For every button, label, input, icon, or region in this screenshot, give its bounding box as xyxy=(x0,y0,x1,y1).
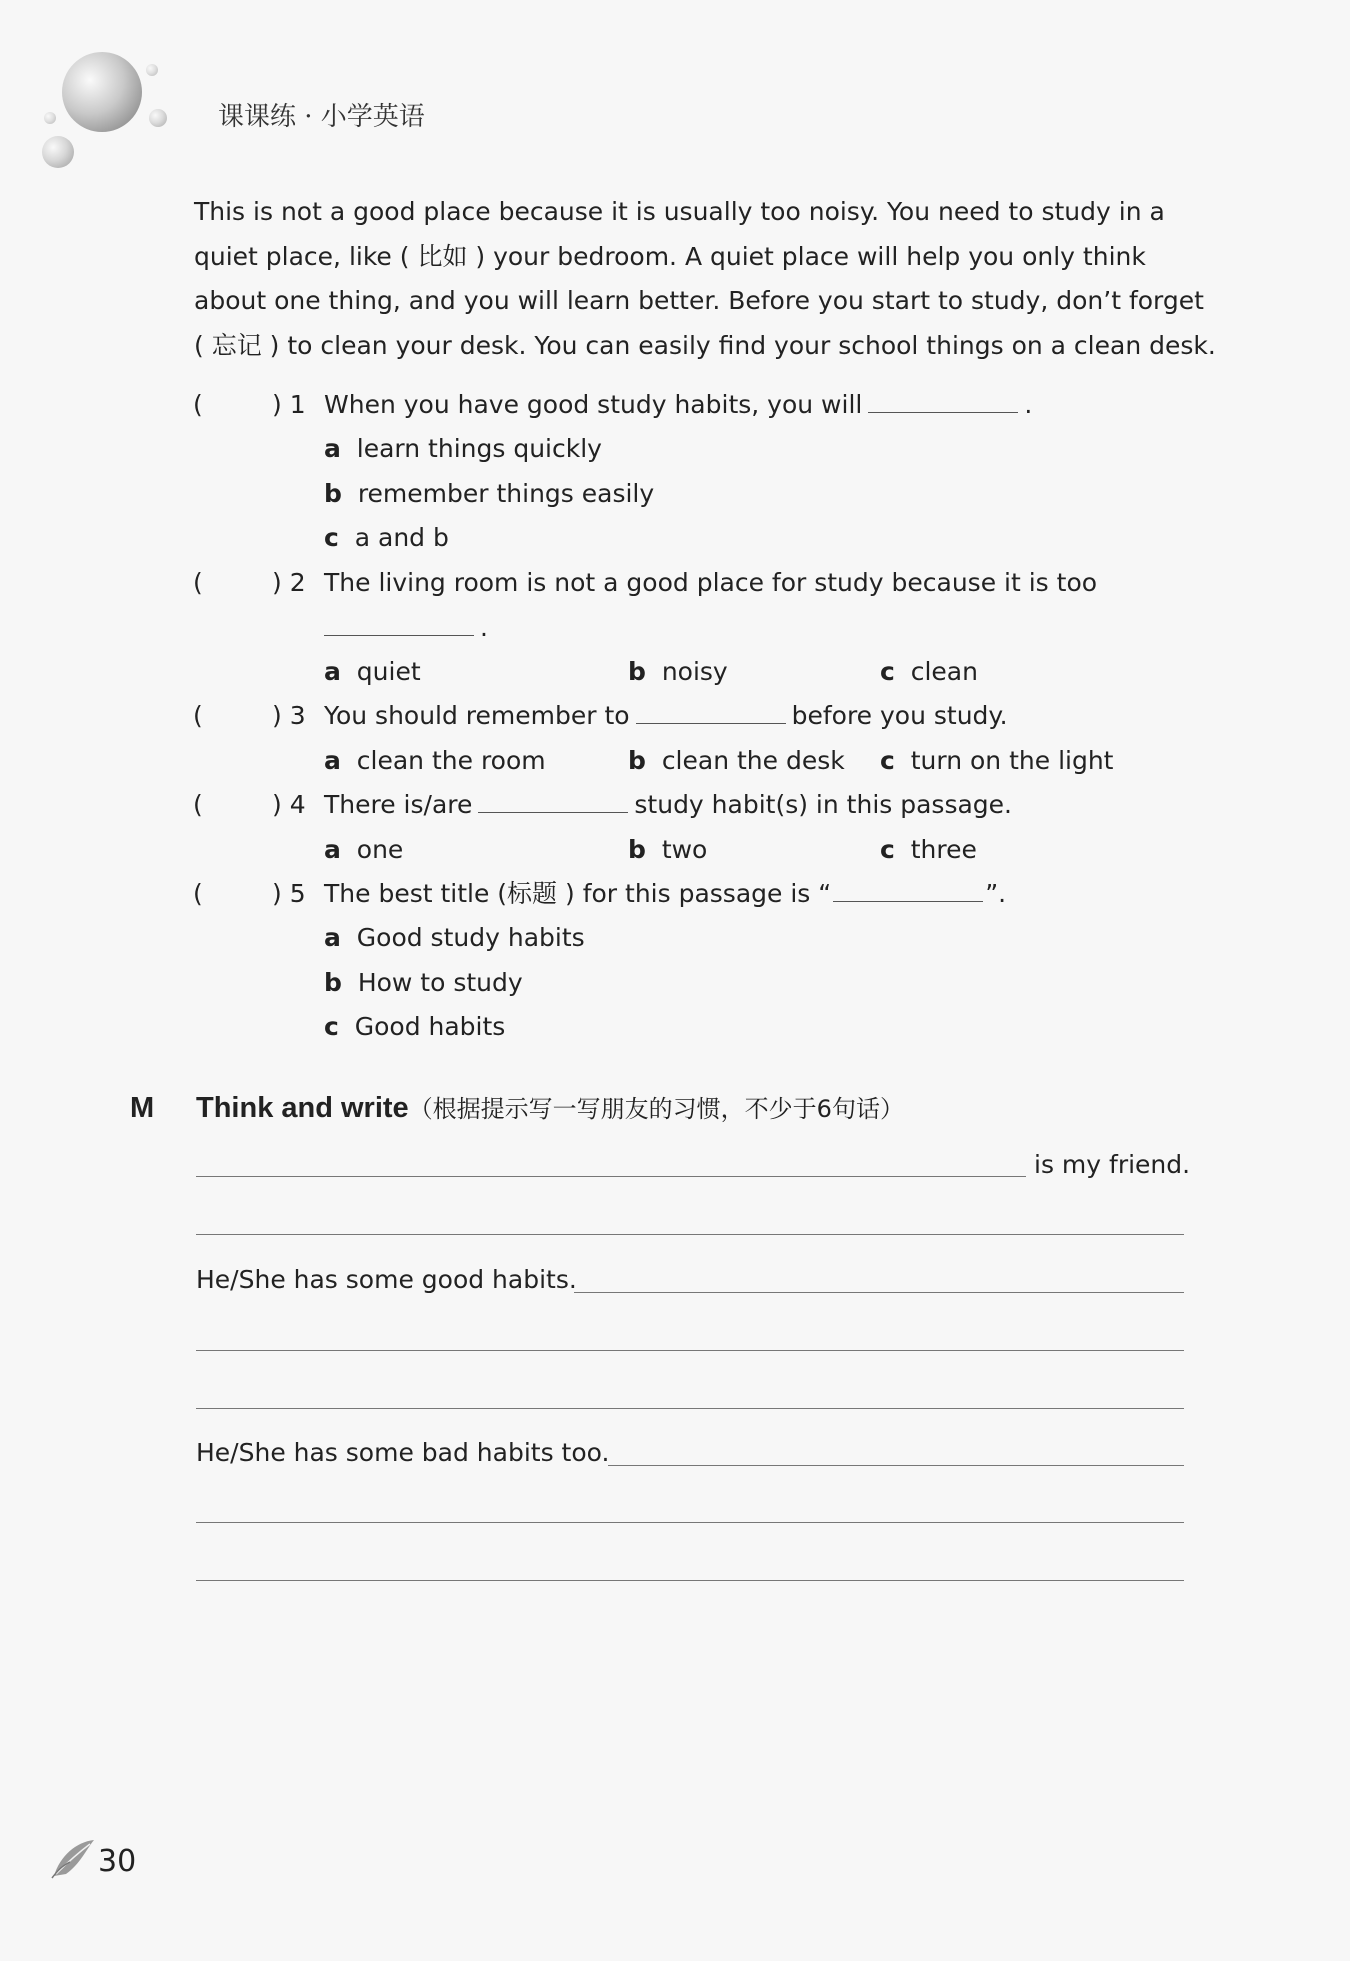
question-5-paren-open: ( xyxy=(193,879,203,908)
question-1-number: ) 1 xyxy=(272,390,306,419)
question-2-number: ) 2 xyxy=(272,568,306,597)
question-1-paren-open: ( xyxy=(193,390,203,419)
question-5-text: The best title (标题 ) for this passage is “ ”. xyxy=(324,879,1007,908)
question-2-blank-line: . xyxy=(324,606,488,650)
writing-line[interactable] xyxy=(196,1234,1184,1235)
writing-line[interactable] xyxy=(196,1522,1184,1523)
section-m-letter: M xyxy=(130,1092,155,1124)
writing-line[interactable] xyxy=(196,1408,1184,1409)
question-3-option-b: b clean the desk xyxy=(628,746,845,775)
passage-line: ( 忘记 ) to clean your desk. You can easily find your school things on a clean desk. xyxy=(194,330,1216,360)
writing-line[interactable] xyxy=(196,1580,1184,1581)
question-2-option-a: a quiet xyxy=(324,657,421,686)
good-habits-text: He/She has some good habits. xyxy=(196,1265,577,1294)
question-1-option-c: c a and b xyxy=(324,523,449,552)
question-4-option-a: a one xyxy=(324,835,404,864)
question-3-text: You should remember to before you study. xyxy=(324,701,1008,730)
question-4-number: ) 4 xyxy=(272,790,306,819)
answer-blank[interactable] xyxy=(833,900,983,902)
writing-line[interactable] xyxy=(196,1176,1026,1177)
question-5-option-a: a Good study habits xyxy=(324,923,585,952)
passage-line: This is not a good place because it is usually too noisy. You need to study in a xyxy=(194,197,1165,226)
question-3-option-a: a clean the room xyxy=(324,746,546,775)
writing-line[interactable] xyxy=(196,1350,1184,1351)
question-5-number: ) 5 xyxy=(272,879,306,908)
question-2-option-b: b noisy xyxy=(628,657,728,686)
passage-line: about one thing, and you will learn better. Before you start to study, don’t forget xyxy=(194,286,1204,315)
answer-blank[interactable] xyxy=(636,722,786,724)
question-2-text: The living room is not a good place for study because it is too xyxy=(324,568,1098,597)
leaf-icon xyxy=(50,1836,98,1880)
bad-habits-text: He/She has some bad habits too. xyxy=(196,1438,610,1467)
writing-line[interactable] xyxy=(574,1292,1184,1293)
bubble-decoration-icon xyxy=(30,40,180,180)
question-3-number: ) 3 xyxy=(272,701,306,730)
question-1-option-a: a learn things quickly xyxy=(324,434,602,463)
question-2-paren-open: ( xyxy=(193,568,203,597)
section-m-instruction: （根据提示写一写朋友的习惯，不少于6句话） xyxy=(408,1095,904,1123)
answer-blank[interactable] xyxy=(478,811,628,813)
section-m-heading xyxy=(196,1088,904,1132)
question-4-text: There is/are study habit(s) in this passage. xyxy=(324,790,1012,819)
reading-passage xyxy=(194,190,1216,368)
section-m-title: Think and write xyxy=(196,1092,409,1124)
answer-blank[interactable] xyxy=(868,411,1018,413)
question-4-option-c: c three xyxy=(880,835,977,864)
question-5-option-b: b How to study xyxy=(324,968,523,997)
passage-line: quiet place, like ( 比如 ) your bedroom. A quiet place will help you only think xyxy=(194,241,1146,271)
is-my-friend-text: is my friend. xyxy=(1034,1150,1191,1179)
question-1-text: When you have good study habits, you will . xyxy=(324,390,1033,419)
question-2-option-c: c clean xyxy=(880,657,978,686)
page-number: 30 xyxy=(98,1844,137,1879)
question-4-option-b: b two xyxy=(628,835,708,864)
answer-blank[interactable] xyxy=(324,634,474,636)
question-5-option-c: c Good habits xyxy=(324,1012,506,1041)
question-3-paren-open: ( xyxy=(193,701,203,730)
question-3-option-c: c turn on the light xyxy=(880,746,1114,775)
writing-line[interactable] xyxy=(608,1465,1184,1466)
question-1-option-b: b remember things easily xyxy=(324,479,655,508)
page-header-title: 课课练 · 小学英语 xyxy=(218,102,425,132)
question-4-paren-open: ( xyxy=(193,790,203,819)
